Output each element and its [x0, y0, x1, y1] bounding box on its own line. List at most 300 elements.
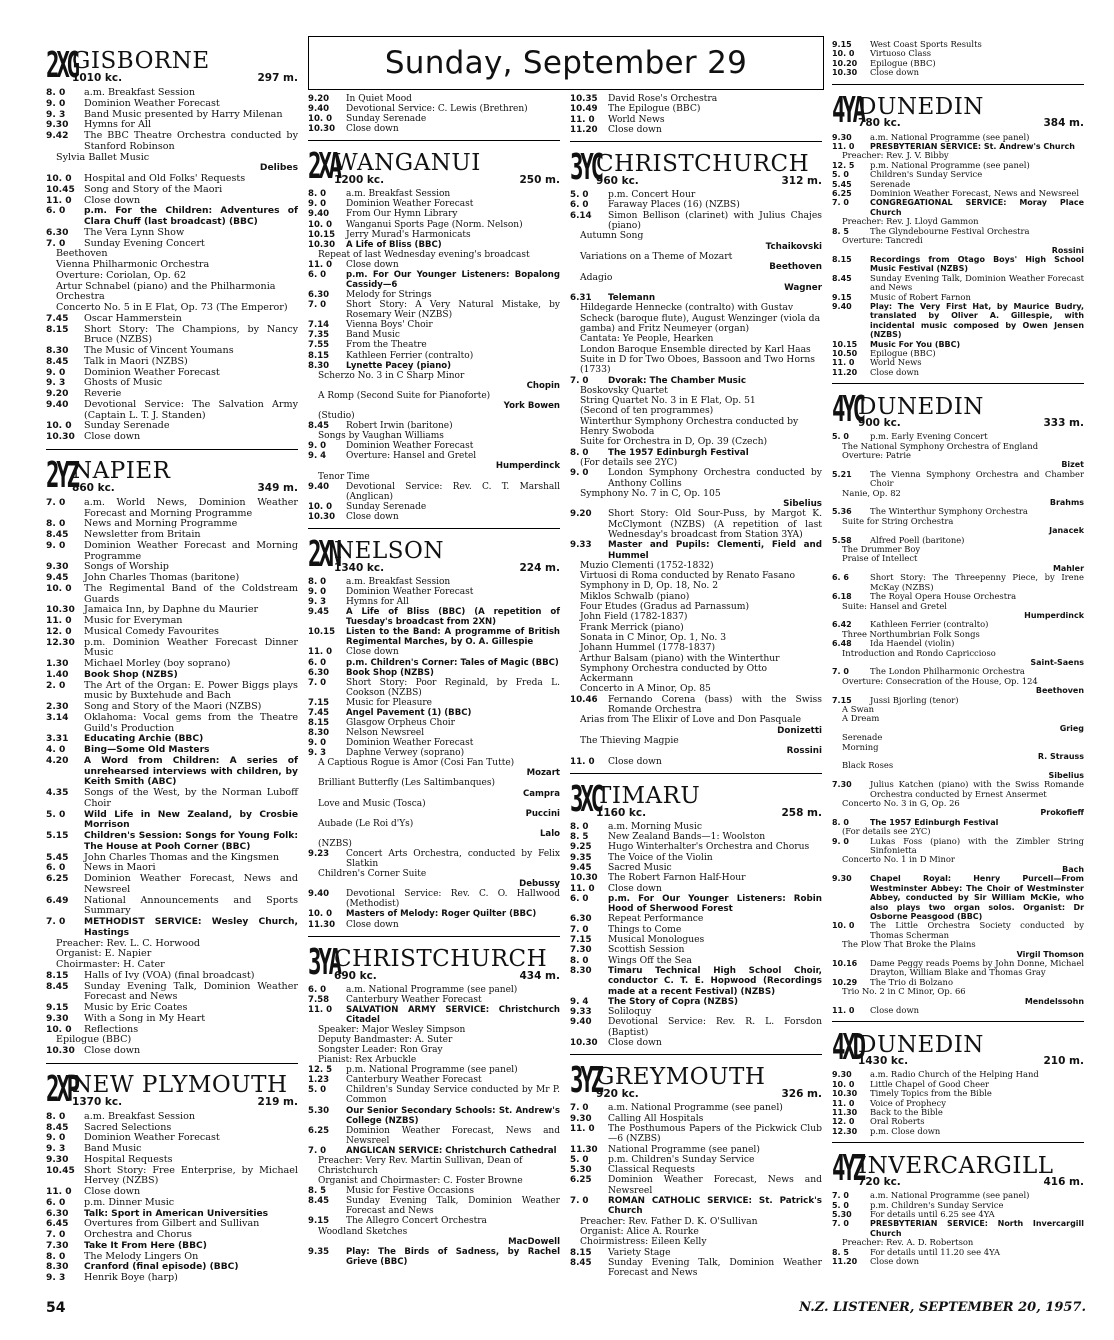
programme-title: The Trio di Bolzano [870, 976, 953, 987]
programme-time: 11.20 [570, 124, 598, 135]
programme-time: 7.45 [46, 313, 69, 324]
programme-title: PRESBYTERIAN SERVICE: North Invercargill Church [870, 1219, 1084, 1238]
programme-title: For details until 6.25 see 4YA [870, 1209, 995, 1220]
programme-title: Alfred Poell (baritone) [870, 534, 965, 545]
station-city: CHRISTCHURCH [596, 150, 810, 177]
programme-entry [570, 956, 822, 966]
programme-time: 12. 5 [308, 1065, 333, 1076]
programme-detail: Three Northumbrian Folk Songs [842, 628, 980, 639]
programme-title: Close down [608, 755, 662, 767]
programme-entry [308, 920, 560, 930]
programme-time: 10.20 [832, 58, 858, 68]
programme-entry [308, 209, 560, 219]
programme-detail: Frank Merrick (piano) [580, 621, 684, 633]
programme-time: 2.30 [46, 702, 69, 712]
programme-time: 5. 0 [832, 1200, 849, 1210]
programme-title: p.m. National Programme (see panel) [870, 159, 1030, 170]
programme-time: 9.30 [832, 1070, 852, 1080]
programme-time: 7.30 [46, 1240, 69, 1251]
programme-entry [46, 196, 298, 207]
programme-entry [832, 959, 1084, 978]
programme-title: Chapel Royal: Henry Purcell—From Westminster Abbey: The Choir of Westminster Abbey, conducted by Sir William McKie, who also plays two organ solos. Organist: Dr Osborne Peasgood (BBC) [870, 874, 1084, 921]
programme-time: 11.30 [832, 1108, 858, 1117]
programme-detail: Trio No. 2 in C Minor, Op. 66 [842, 986, 966, 997]
programme-time: 8.45 [832, 273, 852, 283]
station-frequency: 900 kc. [858, 416, 901, 429]
programme-time: 9.30 [46, 120, 69, 131]
programme-entry [46, 659, 298, 670]
programme-time: 7. 0 [46, 238, 66, 249]
programme-detail: Symphony in D, Op. 18, No. 2 [580, 580, 719, 592]
programme-title: Sunday Serenade [84, 420, 170, 432]
programme-time: 5. 0 [46, 809, 66, 820]
programme-title: Lynette Pacey (piano) [346, 360, 452, 371]
station-callsign: 4YC [832, 389, 864, 431]
programme-time: 9.40 [308, 481, 330, 492]
programme-title: Kathleen Ferrier (contralto) [870, 619, 989, 630]
programme-title: a.m. Breakfast Session [84, 87, 196, 98]
programme-title: The Allegro Concert Orchestra [346, 1216, 487, 1227]
programme-entry [570, 125, 822, 135]
programme-title: Simon Bellison (clarinet) with Julius Chajes (piano) [608, 209, 822, 232]
programme-title: For details until 11.20 see 4YA [870, 1246, 1000, 1257]
station-header [570, 773, 822, 818]
programme-entry [308, 482, 560, 502]
programme-title: Close down [346, 124, 399, 135]
programme-title: The 1957 Edinburgh Festival [870, 817, 999, 827]
programme-title: Henrik Boye (harp) [84, 1272, 178, 1283]
programme-title: Short Story: A Very Natural Mistake, by Rosemary Weir (NZBS) [346, 300, 560, 321]
station-callsign: 2YZ [46, 454, 78, 496]
programme-time: 8. 0 [46, 1111, 66, 1122]
programme-time: 8. 0 [308, 189, 327, 200]
station-callsign: 4XD [832, 1027, 864, 1069]
programme-title: Cranford (final episode) (BBC) [84, 1262, 239, 1273]
programme-title: Virtuoso Class [870, 48, 932, 59]
programme-entry [308, 597, 560, 607]
programme-time: 5.30 [308, 1105, 330, 1116]
composer-name: Janacek [1049, 526, 1084, 536]
programme-entry [308, 1196, 560, 1216]
programme-time: 1.23 [308, 1075, 330, 1086]
programme-title: Oklahoma: Vocal gems from the Theatre Guild's Production [84, 711, 298, 734]
programme-title: Kathleen Ferrier (contralto) [346, 350, 474, 361]
station-header [46, 1063, 298, 1108]
programme-title: News in Maori [84, 862, 156, 874]
programme-time: 9.40 [832, 301, 852, 311]
programme-entry [46, 917, 298, 939]
programme-title: Dominion Weather Forecast, News and Newsreel [608, 1174, 822, 1196]
programme-time: 6.25 [308, 1125, 330, 1136]
station-callsign: 3YA [308, 941, 340, 983]
composer-name: Donizetti [777, 725, 822, 736]
programme-time: 9.23 [308, 849, 330, 859]
programme-detail: Variations on a Theme of Mozart [580, 250, 733, 262]
programme-title: National Programme (see panel) [608, 1143, 760, 1155]
composer-name: Humperdinck [1024, 610, 1084, 620]
programme-time: 8.30 [570, 965, 592, 976]
programme-time: 9.15 [46, 1003, 69, 1013]
programme-title: Overtures from Gilbert and Sullivan [84, 1218, 260, 1230]
programme-title: Dominion Weather Forecast [84, 97, 220, 109]
programme-title: Jamaica Inn, by Daphne du Maurier [84, 604, 259, 616]
programme-title: Dominion Weather Forecast, News and Newsreel [346, 1125, 560, 1146]
composer-name: Brahms [1049, 498, 1084, 508]
programme-entry [308, 240, 560, 250]
composer-name: MacDowell [508, 1236, 560, 1247]
programme-time: 8.45 [46, 1122, 69, 1133]
programme-time: 8.45 [46, 356, 69, 367]
programme-title: In Quiet Mood [346, 94, 412, 104]
programme-title: a.m. Radio Church of the Helping Hand [870, 1069, 1039, 1080]
station-city: CHRISTCHURCH [334, 945, 548, 972]
station-frequency: 1430 kc. [858, 1054, 909, 1067]
programme-title: John Charles Thomas and the Kingsmen [84, 851, 279, 863]
programme-title: Michael Morley (boy soprano) [84, 658, 231, 669]
programme-entry [308, 124, 560, 134]
programme-entry [46, 1166, 298, 1188]
programme-time: 5. 0 [832, 432, 849, 442]
programme-title: Back to the Bible [870, 1107, 943, 1117]
programme-time: 8.45 [570, 1257, 592, 1268]
programme-time: 10.30 [308, 239, 336, 250]
programme-detail: Hildegarde Hennecke (contralto) with Gustav Scheck (baroque flute), August Wenzinger (viola da gamba) and Fritz Neumeyer (organ) [580, 302, 821, 335]
programme-title: Song and Story of the Maori (NZBS) [84, 701, 262, 712]
programme-detail: Adagio [580, 271, 613, 283]
programme-time: 7. 0 [570, 1103, 589, 1114]
programme-entry [308, 300, 560, 320]
programme-title: Sunday Evening Talk, Dominion Weather Forecast and News [84, 980, 298, 1003]
programme-time: 7.35 [308, 330, 330, 341]
programme-time: 9.15 [308, 1216, 330, 1227]
programme-time: 6. 0 [46, 863, 66, 874]
programme-time: 9.20 [308, 94, 330, 104]
programme-title: Oral Roberts [870, 1116, 925, 1127]
programme-title: Soliloquy [608, 1006, 652, 1018]
programme-time: 10. 0 [308, 219, 333, 230]
programme-time: 8.15 [570, 1247, 592, 1258]
programme-time: 7. 0 [46, 497, 66, 508]
station-frequency: 1200 kc. [334, 174, 385, 187]
programme-title: Repeat Performance [608, 913, 704, 925]
programme-title: Lukas Foss (piano) with the Zimbler String Sinfonietta [870, 835, 1084, 856]
programme-title: a.m. National Programme (see panel) [346, 984, 518, 995]
programme-title: Fernando Corena (bass) with the Swiss Romande Orchestra [608, 693, 822, 716]
programme-time: 7.15 [832, 695, 852, 705]
composer-name: Mahler [1052, 563, 1084, 573]
programme-entry [832, 302, 1084, 340]
programme-entry [308, 340, 560, 350]
programme-entry [308, 1085, 560, 1105]
programme-entry [308, 220, 560, 230]
programme-time: 7. 0 [832, 198, 849, 208]
programme-title: Close down [608, 1037, 662, 1049]
programme-time: 8. 5 [832, 226, 849, 236]
programme-title: Music for Festive Occasions [346, 1186, 474, 1197]
programme-time: 9.25 [570, 842, 592, 853]
programme-title: Epilogue (BBC) [870, 57, 936, 68]
programme-entry [308, 189, 560, 199]
composer-name: Beethoven [769, 262, 822, 273]
programme-entry [308, 320, 560, 330]
programme-title: Short Story: Free Enterprise, by Michael Hervey (NZBS) [84, 1164, 298, 1187]
station-callsign: 2XP [46, 1068, 78, 1110]
programme-time: 10.30 [308, 511, 336, 522]
programme-time: 8.45 [308, 421, 330, 432]
programme-entry [570, 884, 822, 894]
programme-time: 9.45 [46, 573, 69, 583]
programme-time: 7.30 [570, 945, 592, 956]
programme-detail: A Swan [842, 703, 875, 714]
station-header [46, 40, 298, 84]
programme-title: a.m. Morning Music [608, 820, 702, 832]
column-4 [832, 40, 1084, 1266]
programme-detail: Winterthur Symphony Orchestra conducted by Henry Swoboda [580, 415, 799, 438]
programme-title: p.m. Children's Sunday Service [870, 1199, 1004, 1210]
column-2 [308, 94, 560, 1267]
programme-entry [46, 810, 298, 832]
programme-detail: Choirmistress: Eileen Kelly [580, 1236, 707, 1248]
programme-title: Devotional Service: The Salvation Army (Captain L. T. J. Standen) [84, 398, 298, 421]
programme-time: 7.55 [308, 340, 330, 351]
programme-time: 7.30 [832, 780, 852, 790]
programme-title: Robert Irwin (baritone) [346, 421, 453, 432]
station-wavelength: 416 m. [1043, 1175, 1084, 1188]
programme-time: 11. 0 [308, 647, 333, 658]
programme-detail: (NZBS) [318, 838, 352, 849]
programme-time: 10.30 [46, 1046, 75, 1056]
programme-title: Close down [346, 511, 399, 522]
programme-entry [308, 502, 560, 512]
programme-detail: (Studio) [318, 411, 355, 422]
programme-time: 8.15 [46, 324, 69, 335]
programme-time: 6. 0 [570, 893, 589, 904]
programme-entry [308, 1126, 560, 1146]
station-wavelength: 250 m. [519, 174, 560, 187]
station-header [832, 84, 1084, 129]
programme-detail: Suite in D for Two Oboes, Bassoon and Two Horns (1733) [580, 353, 815, 376]
programme-time: 9.20 [46, 389, 69, 399]
programme-title: p.m. Close down [870, 1125, 941, 1136]
programme-title: From Our Hymn Library [346, 209, 458, 220]
composer-name: Bach [1062, 864, 1084, 874]
station-frequency: 1160 kc. [596, 806, 647, 819]
station-header [570, 141, 822, 189]
programme-entry [832, 1127, 1084, 1136]
programme-detail: Four Etudes (Gradus ad Parnassum) [580, 601, 750, 613]
programme-title: CONGREGATIONAL SERVICE: Moray Place Church [870, 198, 1084, 217]
programme-time: 8. 0 [46, 88, 66, 98]
programme-title: Dominion Weather Forecast [346, 441, 474, 452]
programme-time: 6. 0 [46, 1197, 66, 1208]
programme-entry [46, 745, 298, 756]
programme-detail: The National Symphony Orchestra of England [842, 440, 1039, 451]
programme-time: 9. 3 [308, 597, 327, 608]
programme-title: Educating Archie (BBC) [84, 734, 204, 745]
programme-title: Close down [870, 1256, 920, 1267]
programme-title: New Zealand Bands—1: Woolston [608, 831, 766, 843]
programme-title: Close down [870, 67, 920, 78]
programme-title: Oscar Hammerstein [84, 312, 182, 324]
programme-time: 9. 0 [832, 836, 849, 846]
programme-entry [308, 290, 560, 300]
programme-entry [570, 1196, 822, 1217]
programme-title: The Melody Lingers On [84, 1250, 199, 1262]
programme-title: Melody for Strings [346, 290, 432, 301]
publication-footer: N.Z. LISTENER, SEPTEMBER 20, 1957. [799, 1300, 1086, 1315]
programme-time: 6.45 [46, 1219, 69, 1230]
programme-time: 9. 0 [570, 468, 589, 479]
programme-entry [832, 780, 1084, 799]
station-header [308, 528, 560, 573]
programme-entry [832, 198, 1084, 217]
programme-time: 8. 0 [570, 447, 589, 458]
programme-time: 11. 0 [832, 1005, 855, 1015]
programme-title: a.m. World News, Dominion Weather Forecast and Morning Programme [84, 496, 298, 519]
programme-title: Our Senior Secondary Schools: St. Andrew's College (NZBS) [346, 1105, 560, 1126]
programme-title: Close down [608, 882, 662, 894]
programme-detail: A Romp (Second Suite for Pianoforte) [318, 390, 491, 401]
programme-entry [308, 607, 560, 627]
programme-title: Canterbury Weather Forecast [346, 1075, 482, 1086]
programme-title: Devotional Service: Rev. R. L. Forsdon (Baptist) [608, 1016, 822, 1038]
programme-time: 9. 3 [46, 1273, 66, 1283]
programme-detail: Preacher: Rev. J. Lloyd Gammon [842, 216, 979, 227]
programme-entry [832, 573, 1084, 592]
programme-title: a.m. National Programme (see panel) [870, 1190, 1030, 1201]
programme-title: Dominion Weather Forecast, News and Newsreel [870, 188, 1079, 199]
programme-time: 7. 0 [832, 1219, 849, 1229]
programme-title: Sacred Music [608, 862, 672, 873]
programme-title: p.m. Dinner Music [84, 1196, 175, 1208]
station-wavelength: 219 m. [257, 1096, 298, 1108]
station-callsign: 4YA [832, 89, 864, 131]
programme-detail: Organist and Choirmaster: C. Foster Browne [318, 1176, 523, 1187]
programme-title: Epilogue (BBC) [870, 347, 936, 358]
programme-detail: Choirmaster: H. Cater [56, 959, 165, 970]
programme-entry [46, 831, 298, 853]
programme-detail: The Plow That Broke the Plains [842, 939, 976, 950]
programme-entry [570, 211, 822, 232]
programme-title: Overture: Hansel and Gretel [346, 451, 477, 462]
programme-time: 8.15 [308, 350, 330, 361]
programme-time: 8.30 [46, 1262, 69, 1273]
programme-time: 10. 0 [832, 1079, 855, 1089]
programme-title: Sunday Serenade [346, 114, 427, 125]
programme-time: 5.58 [832, 535, 852, 545]
composer-name: Grieg [1059, 723, 1084, 733]
programme-detail: Suite for String Orchestra [842, 515, 954, 526]
programme-time: 10. 0 [46, 421, 72, 432]
programme-time: 9.40 [570, 1017, 592, 1028]
programme-time: 11. 0 [46, 195, 72, 206]
programme-time: 11. 0 [832, 1098, 855, 1108]
programme-time: 6. 0 [570, 200, 589, 211]
programme-entry [308, 270, 560, 290]
composer-name: Beethoven [1035, 686, 1084, 696]
programme-title: Recordings from Otago Boys' High School Music Festival (NZBS) [870, 254, 1084, 274]
programme-title: Dvorak: The Chamber Music [608, 375, 747, 386]
station-wavelength: 210 m. [1043, 1054, 1084, 1067]
programme-title: Timely Topics from the Bible [870, 1088, 992, 1099]
programme-detail: A Captious Rogue is Amor (Cosi Fan Tutte) [318, 758, 515, 769]
station-city: NAPIER [72, 458, 171, 484]
programme-title: Devotional Service: Rev. C. O. Hallwood (Methodist) [346, 889, 560, 910]
programme-title: News and Morning Programme [84, 518, 238, 530]
programme-time: 3.31 [46, 734, 69, 745]
programme-time: 6.31 [570, 293, 592, 304]
programme-detail: Epilogue (BBC) [56, 1034, 132, 1046]
programme-detail: Aubade (Le Roi d'Ys) [318, 818, 414, 829]
programme-title: The Regimental Band of the Coldstream Guards [84, 582, 298, 605]
programme-entry [832, 189, 1084, 198]
programme-time: 10.30 [308, 124, 336, 135]
programme-title: The London Philharmonic Orchestra [870, 666, 1025, 677]
programme-time: 9.35 [570, 852, 592, 863]
programme-title: p.m. Children's Corner: Tales of Magic (BBC) [346, 657, 559, 668]
programme-detail: Scherzo No. 3 in C Sharp Minor [318, 370, 465, 381]
programme-title: Close down [84, 431, 141, 442]
programme-title: Bing—Some Old Masters [84, 745, 210, 755]
programme-entry [308, 361, 560, 371]
station-header [308, 936, 560, 981]
programme-title: Master and Pupils: Clementi, Field and Hummel [608, 540, 822, 561]
programme-time: 8.15 [308, 717, 330, 728]
programme-time: 12. 5 [832, 160, 855, 170]
programme-detail: Muzio Clementi (1752-1832) [580, 559, 714, 571]
programme-time: 10.30 [570, 873, 598, 884]
programme-title: Children's Sunday Service [870, 169, 983, 180]
programme-time: 9. 0 [46, 98, 66, 109]
programme-title: Serenade [870, 178, 911, 189]
programme-time: 9.15 [832, 40, 852, 49]
programme-title: The Glyndebourne Festival Orchestra [870, 225, 1030, 236]
programme-title: Wings Off the Sea [608, 954, 692, 966]
programme-time: 9.30 [46, 1154, 69, 1165]
programme-time: 6.30 [46, 1208, 69, 1219]
programme-title: Wild Life in New Zealand, by Crosbie Morrison [84, 809, 298, 831]
programme-entry [308, 627, 560, 647]
programme-title: Take It From Here (BBC) [84, 1240, 207, 1251]
programme-time: 9. 0 [308, 199, 327, 210]
programme-time: 10. 0 [832, 49, 855, 59]
programme-detail: Preacher: Very Rev. Martin Sullivan, Dean of Christchurch [318, 1155, 523, 1177]
programme-title: Reverie [84, 388, 122, 399]
programme-title: Jussi Bjorling (tenor) [870, 694, 959, 705]
programme-title: World News [608, 113, 665, 125]
programme-entry [308, 738, 560, 748]
programme-entry [308, 230, 560, 240]
programme-entry [46, 1112, 298, 1123]
programme-time: 6.30 [46, 227, 69, 238]
programme-detail: Overture: Consecration of the House, Op. 124 [842, 675, 1038, 686]
programme-time: 1.30 [46, 659, 69, 669]
programme-time: 2. 0 [46, 680, 66, 691]
programme-time: 10.30 [832, 1089, 858, 1099]
programme-entry [570, 1175, 822, 1196]
programme-time: 6.30 [308, 290, 330, 301]
programme-time: 6. 0 [308, 269, 327, 280]
programme-detail: Miklos Schwalb (piano) [580, 590, 690, 602]
programme-entry [832, 274, 1084, 293]
programme-time: 5.36 [832, 507, 852, 517]
programme-detail: The Thieving Magpie [580, 734, 679, 746]
programme-detail: (For details see 2YC) [580, 456, 678, 468]
programme-time: 5. 0 [570, 1154, 589, 1165]
programme-title: p.m. For Our Younger Listeners: Bopalong Cassidy—6 [346, 269, 560, 291]
programme-entry [308, 104, 560, 114]
programme-detail: Morning [842, 741, 879, 752]
